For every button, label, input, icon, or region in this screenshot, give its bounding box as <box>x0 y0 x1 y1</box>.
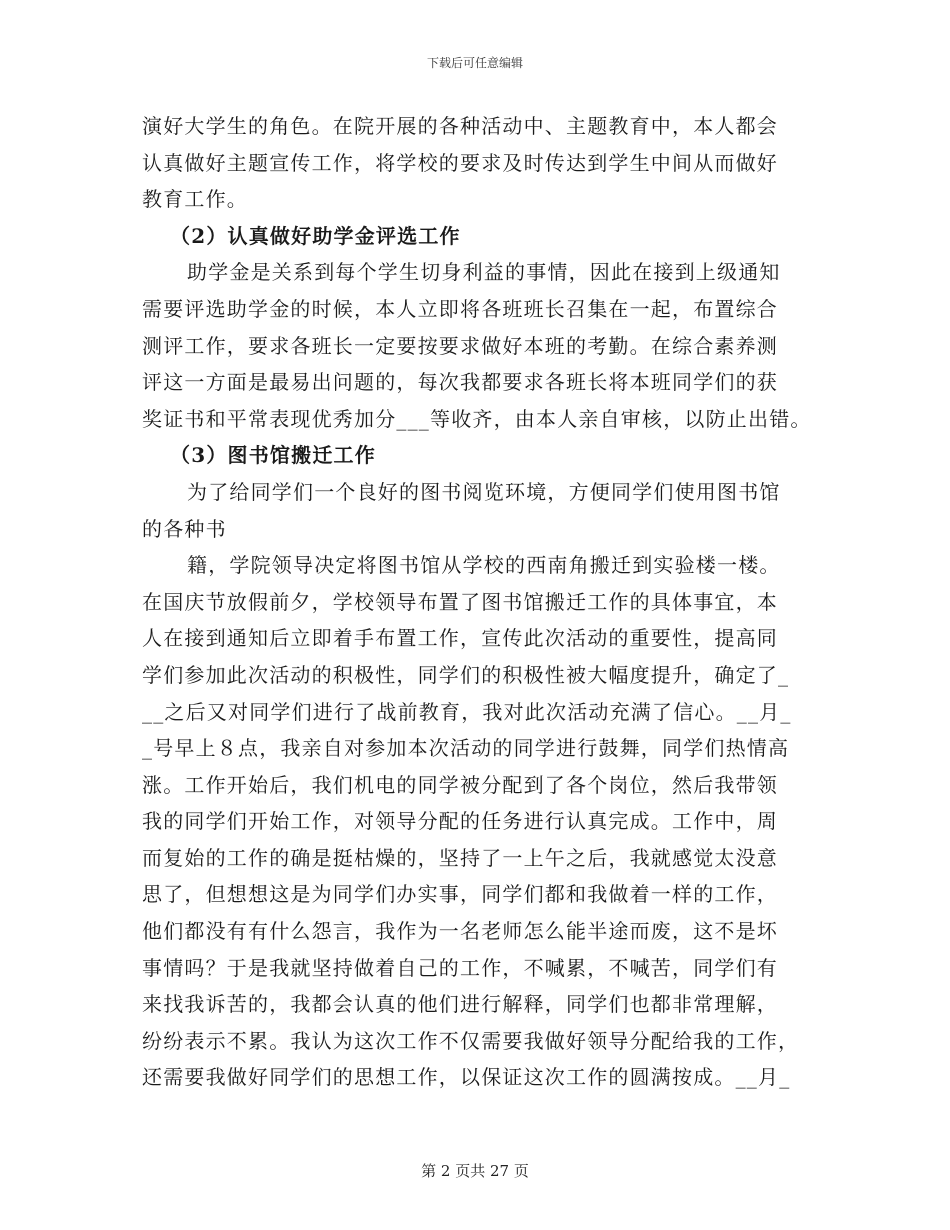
text-line: 评这一方面是最易出问题的，每次我都要求各班长将本班同学们的获 <box>142 370 778 395</box>
document-body <box>142 108 822 1096</box>
text-line: 演好大学生的角色。在院开展的各种活动中、主题教育中，本人都会 <box>142 114 778 138</box>
section-heading-2: （2）认真做好助学金评选工作 <box>170 223 461 248</box>
text-line: 在国庆节放假前夕，学校领导布置了图书馆搬迁工作的具体事宜，本 <box>142 589 778 614</box>
text-line: 思了，但想想这是为同学们办实事，同学们都和我做着一样的工作， <box>142 882 778 907</box>
text-line: 籍，学院领导决定将图书馆从学校的西南角搬迁到实验楼一楼。 <box>187 553 781 578</box>
text-line: 我的同学们开始工作，对领导分配的任务进行认真完成。工作中，周 <box>142 809 778 834</box>
text-line: 测评工作，要求各班长一定要按要求做好本班的考勤。在综合素养测 <box>142 333 778 358</box>
text-line: 事情吗？于是我就坚持做着自己的工作，不喊累，不喊苦，同学们有 <box>142 955 778 980</box>
text-line: 涨。工作开始后，我们机电的同学被分配到了各个岗位，然后我带领 <box>142 772 778 797</box>
text-line: 奖证书和平常表现优秀加分___等收齐，由本人亲自审核，以防止出错。 <box>142 406 812 431</box>
text-line: 纷纷表示不累。我认为这次工作不仅需要我做好领导分配给我的工作， <box>142 1028 800 1053</box>
text-line: 为了给同学们一个良好的图书阅览环境，方便同学们使用图书馆 <box>187 479 781 504</box>
text-line: 认真做好主题宣传工作，将学校的要求及时传达到学生中间从而做好 <box>142 150 778 175</box>
text-line: __之后又对同学们进行了战前教育，我对此次活动充满了信心。__月_ <box>142 699 792 724</box>
text-line: 还需要我做好同学们的思想工作，以保证这次工作的圆满按成。__月_ <box>142 1065 791 1090</box>
text-line: 助学金是关系到每个学生切身利益的事情，因此在接到上级通知 <box>187 260 781 285</box>
text-line: 他们都没有有什么怨言，我作为一名老师怎么能半途而废，这不是坏 <box>142 919 778 944</box>
text-line: 的各种书 <box>142 516 227 541</box>
text-line: 教育工作。 <box>142 187 248 212</box>
text-line: _号早上８点，我亲自对参加本次活动的同学进行鼓舞，同学们热情高 <box>142 736 790 761</box>
text-line: 学们参加此次活动的积极性，同学们的积极性被大幅度提升，确定了_ <box>142 662 790 687</box>
page-header: 下载后可任意编辑 <box>426 56 523 70</box>
page-footer: 第 2 页共 27 页 <box>421 1162 529 1180</box>
text-line: 来找我诉苦的，我都会认真的他们进行解释，同学们也都非常理解， <box>142 992 778 1017</box>
text-line: 而复始的工作的确是挺枯燥的，坚持了一上午之后，我就感觉太没意 <box>142 845 778 870</box>
text-line: 需要评选助学金的时候，本人立即将各班班长召集在一起，布置综合 <box>142 296 778 321</box>
section-heading-3: （3）图书馆搬迁工作 <box>170 443 376 468</box>
text-line: 人在接到通知后立即着手布置工作，宣传此次活动的重要性，提高同 <box>142 626 778 651</box>
